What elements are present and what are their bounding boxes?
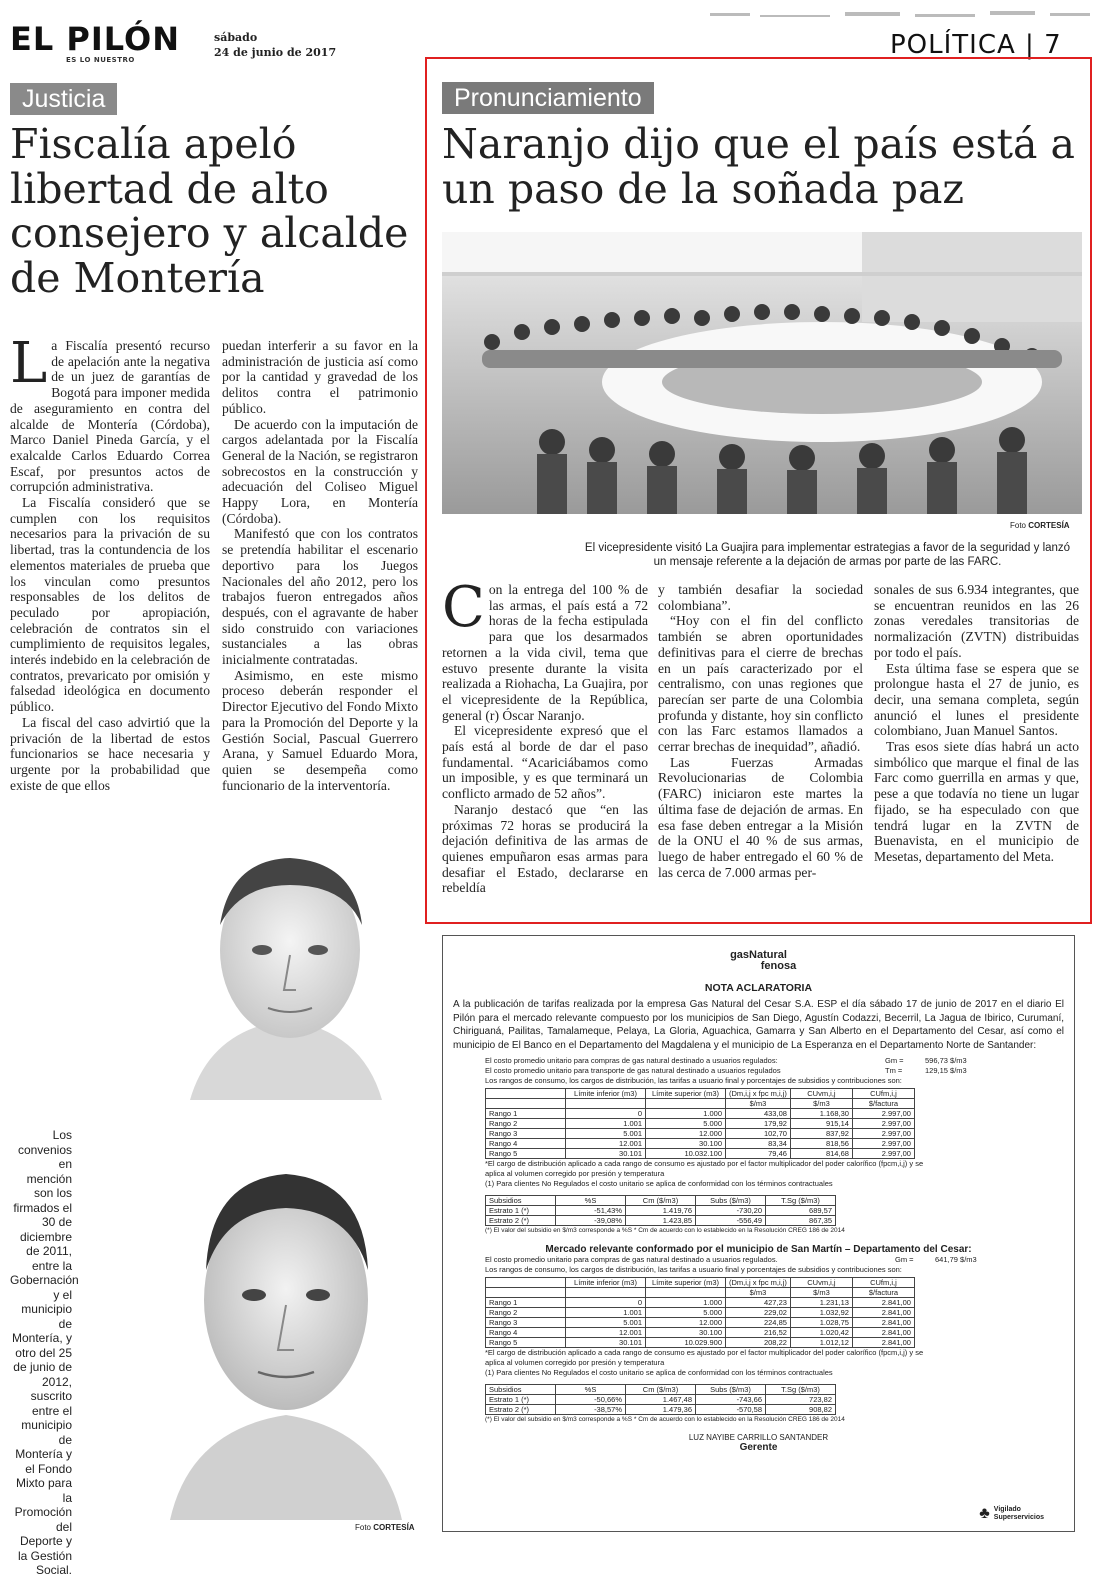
ranges-text: Los rangos de consumo, los cargos de distribución, las tarifas a usuario final y porcentajes de subsidios y contribuciones son: <box>485 1076 902 1085</box>
table-header: %S <box>556 1196 626 1206</box>
table-cell: 30.101 <box>566 1149 646 1159</box>
left-col1 <box>10 331 210 793</box>
table-cell: 2.841,00 <box>852 1308 914 1318</box>
tm-value: 129,15 $/m3 <box>925 1066 967 1075</box>
issue-day: sábado <box>214 31 258 44</box>
gm-row <box>485 1056 1064 1066</box>
credit-label: Foto <box>355 1523 372 1532</box>
paragraph: puedan interferir a su favor en la administración de justicia así como por la cantidad y gravedad de los delitos contra el patrimonio público. <box>222 338 418 416</box>
table-unit: $/m3 <box>726 1288 791 1298</box>
portrait-photo-2 <box>150 1110 422 1520</box>
table-row <box>486 1338 915 1348</box>
paragraph: y también desafiar la sociedad colombiana”. <box>658 582 863 613</box>
table-row <box>486 1129 915 1139</box>
table-cell: Estrato 2 (*) <box>486 1405 556 1415</box>
table-cell: 814,68 <box>790 1149 852 1159</box>
table-row <box>486 1216 836 1226</box>
table-cell: 1.467,48 <box>626 1395 696 1405</box>
table-cell: 867,35 <box>766 1216 836 1226</box>
left-kicker-wrap <box>10 83 117 115</box>
paragraph: De acuerdo con la imputación de cargos adelantada por la Fiscalía General de la Nación, se registraron sobrecostos en la construcción y adecuación del Coliseo Miguel Happy Lora, en Montería (Córdoba). <box>222 416 418 526</box>
table-row <box>486 1119 915 1129</box>
notice-title: NOTA ACLARATORIA <box>704 982 813 994</box>
tariff-block-1 <box>485 1056 1064 1236</box>
table-cell: 79,46 <box>726 1149 791 1159</box>
table-row <box>486 1395 836 1405</box>
gm2-row <box>485 1255 1064 1265</box>
note-2b: (1) Para clientes No Regulados el costo unitario se aplica de conformidad con los términos contractuales <box>485 1368 833 1377</box>
table-cell: 2.997,00 <box>852 1139 914 1149</box>
subsidy-note-1: (*) El valor del subsidio en $/m3 corresponde a %S * Cm de acuerdo con lo establecido en la Resolución CREG 186 de 2014 <box>485 1227 845 1234</box>
table-header: Cm ($/m3) <box>626 1385 696 1395</box>
table-cell: 1.001 <box>566 1119 646 1129</box>
table-header: Subs ($/m3) <box>696 1385 766 1395</box>
subsidy-table-1 <box>485 1195 836 1226</box>
gm2-value: 641,79 $/m3 <box>935 1255 977 1264</box>
credit-name: CORTESÍA <box>1028 521 1070 530</box>
paragraph: a Fiscalía presentó recurso de apelación ante la negativa de un juez de garantías de Bogotá para imponer medida de aseguramiento en contra del alcalde de Montería (Córdoba), Marco Daniel Pineda García, y el exalcalde Carlos Eduardo Correa Escaf, por presuntos actos de corrupción administrativa. <box>10 338 210 495</box>
masthead <box>10 22 210 78</box>
table-cell: 30.101 <box>566 1338 646 1348</box>
brand-line1: gasNatural <box>730 949 787 961</box>
table-cell: 723,82 <box>766 1395 836 1405</box>
note-1: *El cargo de distribución aplicado a cada rango de consumo es ajustado por el factor multiplicador del poder calorífico (fpcm,i,j) y se aplica al volumen corregido por presión y temperatura <box>485 1159 924 1178</box>
brand-logo <box>453 950 1064 972</box>
table-cell: -39,08% <box>556 1216 626 1226</box>
table-cell: 224,85 <box>726 1318 791 1328</box>
table-cell: 2.841,00 <box>852 1338 914 1348</box>
table-unit <box>566 1288 646 1298</box>
table-cell: 1.000 <box>646 1109 726 1119</box>
table-unit <box>646 1288 726 1298</box>
table-cell: 0 <box>566 1298 646 1308</box>
table-cell: -51,43% <box>556 1206 626 1216</box>
table-row <box>486 1149 915 1159</box>
gm-key: Gm = <box>885 1056 904 1065</box>
table-cell: 5.000 <box>646 1308 726 1318</box>
table-row <box>486 1405 836 1415</box>
left-photo-credit <box>355 1523 415 1532</box>
table-cell: 1.231,13 <box>790 1298 852 1308</box>
paragraph: Tras esos siete días habrá un acto simbólico que marque el final de las Farc como guerrilla en armas y que, pese a que todavía no tiene un lugar fijado, se ha especulado con que tendrá lugar en la ZVTN de Buenavista, en el municipio de Mesetas, departamento del Meta. <box>874 739 1079 864</box>
table-unit <box>486 1288 566 1298</box>
table-unit <box>646 1099 726 1109</box>
gas-natural-notice <box>442 935 1075 1532</box>
table-cell: 83,34 <box>726 1139 791 1149</box>
credit-label: Foto <box>1010 521 1027 530</box>
vigilado-line1: Vigilado <box>993 1506 1021 1513</box>
newspaper-logo: EL PILÓN <box>10 20 180 58</box>
table-cell: 208,22 <box>726 1338 791 1348</box>
table-cell: 1.020,42 <box>790 1328 852 1338</box>
newspaper-tagline: ES LO NUESTRO <box>66 56 135 64</box>
table-cell: 915,14 <box>790 1119 852 1129</box>
paragraph: “Hoy con el fin del conflicto también se abren oportunidades definitivas para el cierre de brechas en un país caracterizado por el centralismo, con unas regiones que parecían ser parte de una Colombia profunda y distante, hoy sin conflicto con las Farc estamos llamados a cerrar brechas de inequidad”, añadió. <box>658 613 863 755</box>
table-cell: 0 <box>566 1109 646 1119</box>
table-cell: 1.479,36 <box>626 1405 696 1415</box>
table-cell: Estrato 2 (*) <box>486 1216 556 1226</box>
table-unit: $/m3 <box>726 1099 791 1109</box>
table-cell: 2.997,00 <box>852 1109 914 1119</box>
table-header: T.Sg ($/m3) <box>766 1385 836 1395</box>
table-cell: Rango 5 <box>486 1149 566 1159</box>
table-cell: Rango 1 <box>486 1109 566 1119</box>
side-caption: Los convenios en mención son los firmados el 30 de diciembre de 2011, entre la Gobernación y el municipio de Montería, y otro del 25 de junio de 2012, suscrito entre el municipio de Montería y el Fondo Mixto para la Promoción del Deporte y la Gestión Social. <box>10 1128 79 1577</box>
table-cell: Rango 4 <box>486 1328 566 1338</box>
table-unit: $/m3 <box>790 1288 852 1298</box>
table-header: CUvm,i,j <box>790 1278 852 1288</box>
notice-intro: A la publicación de tarifas realizada por la empresa Gas Natural del Cesar S.A. ESP el día sábado 17 de junio de 2017 en el diario El Pilón para el mercado relevante compuesto por los municipios de San Diego, Agustín Codazzi, Becerril, La Jagua de Ibirico, Curumaní, Chiriguaná, Pailitas, Tamalameque, Pelaya, La Gloria, Aguachica, Gamarra y San Alberto en el Departamento del Cesar, así como el municipio de El Banco en el Departamento del Magdalena y el municipio de La Esperanza en el Departamento Norte de Santander: <box>453 999 1064 1051</box>
main-kicker: Pronunciamiento <box>442 82 654 114</box>
table-cell: 5.001 <box>566 1129 646 1139</box>
table-cell: 2.841,00 <box>852 1298 914 1308</box>
table-unit <box>486 1099 566 1109</box>
brand-line2: fenosa <box>760 960 797 972</box>
table-cell: -570,58 <box>696 1405 766 1415</box>
tm-key: Tm = <box>885 1066 903 1075</box>
section-page-label: POLÍTICA | 7 <box>890 30 1062 60</box>
table-cell: 427,23 <box>726 1298 791 1308</box>
table-unit: $/m3 <box>790 1099 852 1109</box>
table-header: Subs ($/m3) <box>696 1196 766 1206</box>
table-header: Límite superior (m3) <box>646 1089 726 1099</box>
paragraph: sonales de sus 6.934 integrantes, que se encuentran reunidos en las 26 zonas veredales transitorias de normalización (ZVTN) distribuidas por todo el país. <box>874 582 1079 660</box>
table-cell: -556,49 <box>696 1216 766 1226</box>
gm-label: El costo promedio unitario para compras de gas natural destinado a usuarios regulados: <box>485 1056 778 1065</box>
main-kicker-wrap <box>442 82 654 114</box>
issue-date-text: 24 de junio de 2017 <box>214 46 337 59</box>
main-col2 <box>658 582 863 880</box>
signer-title: Gerente <box>739 1442 778 1453</box>
gm-value: 596,73 $/m3 <box>925 1056 967 1065</box>
table-header: (Dm,i,j x fpc m,i,j) <box>726 1278 791 1288</box>
table-cell: -743,66 <box>696 1395 766 1405</box>
table-cell: 30.100 <box>646 1139 726 1149</box>
table-cell: 1.012,12 <box>790 1338 852 1348</box>
paragraph: on la entrega del 100 % de las armas, el país está a 72 horas de la fecha estipulada para que los desarmados retornen a la vida civil, tema que estuvo presente durante la visita realizada a Riohacha, La Guajira, por el vicepresidente de la República, general (r) Óscar Naranjo. <box>442 582 648 723</box>
table-row <box>486 1139 915 1149</box>
table-cell: Rango 2 <box>486 1119 566 1129</box>
table-cell: 2.841,00 <box>852 1318 914 1328</box>
tariff-table-2 <box>485 1277 915 1348</box>
vigilado-logo <box>979 1505 1044 1523</box>
left-dropcap: L <box>10 331 48 396</box>
vigilado-icon: ♣ <box>979 1505 990 1522</box>
table-header <box>486 1278 566 1288</box>
paragraph: Las Fuerzas Armadas Revolucionarias de Colombia (FARC) iniciaron este martes la última fase de dejación de armas. En esa fase deben entregar a la Misión de la ONU el 40 % de sus armas, luego de haber entregado el 60 % de las cerca de 7.000 armas per- <box>658 754 863 880</box>
table-cell: Estrato 1 (*) <box>486 1206 556 1216</box>
table-header: Cm ($/m3) <box>626 1196 696 1206</box>
portrait-photo-1 <box>150 830 422 1100</box>
table-header: Subsidios <box>486 1196 556 1206</box>
table-header: %S <box>556 1385 626 1395</box>
left-col2 <box>222 338 418 793</box>
subsidy-table-2 <box>485 1384 836 1415</box>
tariff-block-2 <box>485 1255 1064 1425</box>
paragraph: Naranjo destacó que “en las próximas 72 horas se producirá la dejación definitiva de las armas de quienes empuñaron esas armas para desafiar el Estado, declararse en rebeldía <box>442 801 648 896</box>
main-col3 <box>874 582 1079 865</box>
note-1b: *El cargo de distribución aplicado a cada rango de consumo es ajustado por el factor multiplicador del poder calorífico (fpcm,i,j) y se aplica al volumen corregido por presión y temperatura <box>485 1348 924 1367</box>
table-cell: 433,08 <box>726 1109 791 1119</box>
note-2: (1) Para clientes No Regulados el costo unitario se aplica de conformidad con los términos contractuales <box>485 1179 833 1188</box>
table-cell: 837,92 <box>790 1129 852 1139</box>
table-header: CUvm,i,j <box>790 1089 852 1099</box>
table-cell: 5.001 <box>566 1318 646 1328</box>
table-cell: Rango 3 <box>486 1318 566 1328</box>
issue-date <box>214 30 336 60</box>
table-unit: $/factura <box>852 1099 914 1109</box>
left-headline: Fiscalía apeló libertad de alto consejero y alcalde de Montería <box>10 120 409 303</box>
table-cell: -730,20 <box>696 1206 766 1216</box>
table-header: Límite superior (m3) <box>646 1278 726 1288</box>
main-photo-caption: El vicepresidente visitó La Guajira para implementar estrategias a favor de la seguridad y lanzó un mensaje referente a la dejación de armas por parte de las FARC. <box>584 542 1071 568</box>
table-header: CUfm,i,j <box>852 1278 914 1288</box>
paragraph: La Fiscalía consideró que se cumplen con los requisitos necesarios para la privación de su libertad, tras la contundencia de los elementos materiales de prueba que los vinculan como presuntos responsables de los delitos de peculado por apropiación, celebración de contratos sin el cumplimiento de requisitos legales, interés indebido en la celebración de contratos, prevaricato por omisión y falsedad ideológica en documento público. <box>10 495 210 715</box>
table-cell: 10.029.900 <box>646 1338 726 1348</box>
table-cell: Rango 2 <box>486 1308 566 1318</box>
table-header: T.Sg ($/m3) <box>766 1196 836 1206</box>
table-header: CUfm,i,j <box>852 1089 914 1099</box>
table-cell: 2.997,00 <box>852 1119 914 1129</box>
table-cell: 1.423,85 <box>626 1216 696 1226</box>
table-unit: $/factura <box>852 1288 914 1298</box>
tm-label: El costo promedio unitario para transporte de gas natural destinado a usuarios regulados <box>485 1066 781 1075</box>
table-row <box>486 1328 915 1338</box>
table-row <box>486 1298 915 1308</box>
paragraph: Esta última fase se espera que se prolongue hasta el 27 de junio, es decir, una semana completa, según anunció el lunes el presidente colombiano, Juan Manuel Santos. <box>874 660 1079 739</box>
table-header: Subsidios <box>486 1385 556 1395</box>
table-cell: Rango 1 <box>486 1298 566 1308</box>
table-cell: 1.168,30 <box>790 1109 852 1119</box>
paragraph: Manifestó que con los contratos se pretendía habilitar el escenario deportivo para los Juegos Nacionales del año 2012, pero los trabajos fueron entregados años después, con el agravante de haber sido construido con variaciones sustanciales a las obras inicialmente contratadas. <box>222 526 418 668</box>
table-cell: Estrato 1 (*) <box>486 1395 556 1405</box>
table-cell: Rango 4 <box>486 1139 566 1149</box>
table-cell: 818,56 <box>790 1139 852 1149</box>
main-photo-credit <box>1010 521 1070 530</box>
table-cell: 1.032,92 <box>790 1308 852 1318</box>
gm2-key: Gm = <box>895 1255 914 1264</box>
signer-name: LUZ NAYIBE CARRILLO SANTANDER <box>688 1433 829 1442</box>
table-cell: 12.000 <box>646 1318 726 1328</box>
meeting-photo <box>442 232 1082 514</box>
market2-title: Mercado relevante conformado por el municipio de San Martín – Departamento del Cesar: <box>545 1244 972 1255</box>
table-row <box>486 1318 915 1328</box>
table-cell: 1.419,76 <box>626 1206 696 1216</box>
table-cell: 216,52 <box>726 1328 791 1338</box>
table-cell: 12.001 <box>566 1328 646 1338</box>
table-cell: -38,57% <box>556 1405 626 1415</box>
table-cell: 5.000 <box>646 1119 726 1129</box>
table-cell: 10.032.100 <box>646 1149 726 1159</box>
table-cell: 229,02 <box>726 1308 791 1318</box>
table-cell: 908,82 <box>766 1405 836 1415</box>
table-cell: Rango 5 <box>486 1338 566 1348</box>
paragraph: Asimismo, en este mismo proceso deberán responder el Director Ejecutivo del Fondo Mixto para la Promoción del Deporte y la Gestión Social, Pascual Guerrero Arana, y Samuel Eduardo Mora, quien se desempeña como funcionario de la interventoría. <box>222 667 418 793</box>
table-cell: 179,92 <box>726 1119 791 1129</box>
ranges-text-2: Los rangos de consumo, los cargos de distribución, las tarifas a usuario final y porcentajes de subsidios y contribuciones son: <box>485 1265 902 1274</box>
table-row <box>486 1308 915 1318</box>
tm-row <box>485 1066 1064 1076</box>
credit-name: CORTESÍA <box>373 1523 415 1532</box>
table-row <box>486 1109 915 1119</box>
table-cell: 1.028,75 <box>790 1318 852 1328</box>
table-cell: 30.100 <box>646 1328 726 1338</box>
table-cell: 2.997,00 <box>852 1149 914 1159</box>
scan-noise <box>700 5 1100 27</box>
gm2-label: El costo promedio unitario para compras de gas natural destinado a usuarios regulados. <box>485 1255 778 1264</box>
paragraph: La fiscal del caso advirtió que la privación de la libertad de estos funcionarios se hace necesaria y urgente por la probabilidad que existe de que ellos <box>10 714 210 793</box>
left-kicker: Justicia <box>10 83 117 115</box>
table-unit <box>566 1099 646 1109</box>
table-cell: 2.841,00 <box>852 1328 914 1338</box>
table-cell: 1.000 <box>646 1298 726 1308</box>
table-cell: 1.001 <box>566 1308 646 1318</box>
main-col1 <box>442 575 648 896</box>
table-cell: 12.001 <box>566 1139 646 1149</box>
tariff-table-1 <box>485 1088 915 1159</box>
table-row <box>486 1206 836 1216</box>
vigilado-line2: Superservicios <box>993 1514 1044 1521</box>
table-cell: -50,66% <box>556 1395 626 1405</box>
main-dropcap: C <box>442 575 485 640</box>
table-cell: 2.997,00 <box>852 1129 914 1139</box>
table-cell: 12.000 <box>646 1129 726 1139</box>
table-cell: 102,70 <box>726 1129 791 1139</box>
subsidy-note-2: (*) El valor del subsidio en $/m3 corresponde a %S * Cm de acuerdo con lo establecido en la Resolución CREG 186 de 2014 <box>485 1416 845 1423</box>
table-header: Límite inferior (m3) <box>566 1278 646 1288</box>
table-header: (Dm,i,j x fpc m,i,j) <box>726 1089 791 1099</box>
paragraph: El vicepresidente expresó que el país está al borde de dar el paso fundamental. “Acariciábamos como un imposible, y es que terminará un conflicto armado de 52 años”. <box>442 723 648 802</box>
table-header: Límite inferior (m3) <box>566 1089 646 1099</box>
table-cell: Rango 3 <box>486 1129 566 1139</box>
table-header <box>486 1089 566 1099</box>
table-cell: 689,57 <box>766 1206 836 1216</box>
main-headline: Naranjo dijo que el país está a un paso de la soñada paz <box>442 120 1075 213</box>
